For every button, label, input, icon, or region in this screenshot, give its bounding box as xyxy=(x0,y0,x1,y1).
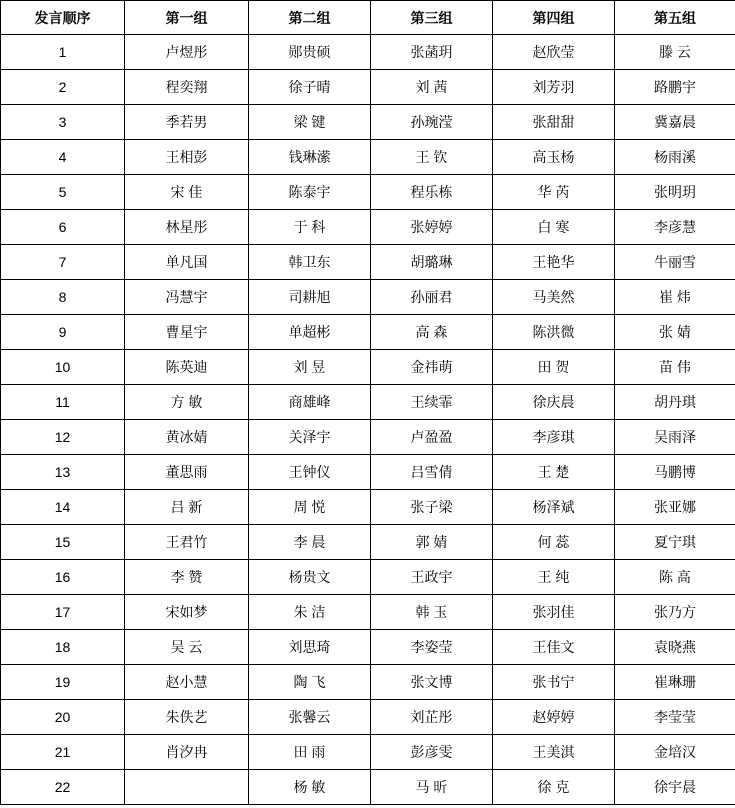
cell-name: 徐 克 xyxy=(493,770,615,805)
cell-name: 陶 飞 xyxy=(249,665,371,700)
cell-order: 1 xyxy=(1,35,125,70)
table-row xyxy=(1,175,735,210)
table-row xyxy=(1,140,735,175)
table-row xyxy=(1,315,735,350)
cell-name xyxy=(125,770,249,805)
cell-name: 单超彬 xyxy=(249,315,371,350)
cell-order: 13 xyxy=(1,455,125,490)
cell-name: 李彦琪 xyxy=(493,420,615,455)
cell-name: 肖汐冉 xyxy=(125,735,249,770)
cell-name: 刘芳羽 xyxy=(493,70,615,105)
cell-name: 刘 茜 xyxy=(371,70,493,105)
cell-order: 11 xyxy=(1,385,125,420)
table-row xyxy=(1,350,735,385)
cell-name: 陈英迪 xyxy=(125,350,249,385)
cell-name: 胡丹琪 xyxy=(615,385,735,420)
cell-name: 王 楚 xyxy=(493,455,615,490)
column-header-group-5: 第五组 xyxy=(615,1,735,35)
table-row xyxy=(1,35,735,70)
cell-name: 朱 洁 xyxy=(249,595,371,630)
table-row xyxy=(1,105,735,140)
cell-name: 徐子晴 xyxy=(249,70,371,105)
table-row xyxy=(1,385,735,420)
cell-name: 吴雨泽 xyxy=(615,420,735,455)
cell-name: 何 蕊 xyxy=(493,525,615,560)
cell-order: 9 xyxy=(1,315,125,350)
cell-name: 郭 婧 xyxy=(371,525,493,560)
cell-name: 华 芮 xyxy=(493,175,615,210)
cell-name: 程奕翔 xyxy=(125,70,249,105)
cell-name: 陈泰宇 xyxy=(249,175,371,210)
cell-order: 5 xyxy=(1,175,125,210)
cell-name: 张羽佳 xyxy=(493,595,615,630)
cell-name: 张文博 xyxy=(371,665,493,700)
cell-name: 滕 云 xyxy=(615,35,735,70)
cell-name: 崔 炜 xyxy=(615,280,735,315)
cell-name: 马鹏博 xyxy=(615,455,735,490)
cell-name: 马美然 xyxy=(493,280,615,315)
cell-name: 杨贵文 xyxy=(249,560,371,595)
cell-name: 张明玥 xyxy=(615,175,735,210)
cell-name: 宋如梦 xyxy=(125,595,249,630)
cell-name: 白 寒 xyxy=(493,210,615,245)
cell-name: 冯慧宇 xyxy=(125,280,249,315)
table-row xyxy=(1,490,735,525)
cell-name: 高玉杨 xyxy=(493,140,615,175)
cell-name: 刘思琦 xyxy=(249,630,371,665)
cell-name: 王佳文 xyxy=(493,630,615,665)
table-row xyxy=(1,455,735,490)
cell-name: 徐庆晨 xyxy=(493,385,615,420)
cell-name: 张 婧 xyxy=(615,315,735,350)
column-header-order: 发言顺序 xyxy=(1,1,125,35)
cell-name: 张乃方 xyxy=(615,595,735,630)
cell-name: 张亚娜 xyxy=(615,490,735,525)
cell-name: 金祎萌 xyxy=(371,350,493,385)
cell-name: 周 悦 xyxy=(249,490,371,525)
cell-name: 崔琳珊 xyxy=(615,665,735,700)
cell-name: 赵婷婷 xyxy=(493,700,615,735)
cell-name: 孙丽君 xyxy=(371,280,493,315)
cell-name: 刘芷彤 xyxy=(371,700,493,735)
cell-name: 孙琬滢 xyxy=(371,105,493,140)
cell-name: 李彦慧 xyxy=(615,210,735,245)
cell-name: 宋 佳 xyxy=(125,175,249,210)
cell-name: 赵小慧 xyxy=(125,665,249,700)
column-header-group-2: 第二组 xyxy=(249,1,371,35)
cell-name: 张书宁 xyxy=(493,665,615,700)
cell-name: 路鹏宇 xyxy=(615,70,735,105)
cell-order: 2 xyxy=(1,70,125,105)
cell-name: 李 晨 xyxy=(249,525,371,560)
cell-name: 苗 伟 xyxy=(615,350,735,385)
cell-order: 12 xyxy=(1,420,125,455)
column-header-group-3: 第三组 xyxy=(371,1,493,35)
cell-name: 韩 玉 xyxy=(371,595,493,630)
cell-order: 22 xyxy=(1,770,125,805)
cell-order: 7 xyxy=(1,245,125,280)
cell-order: 6 xyxy=(1,210,125,245)
cell-order: 4 xyxy=(1,140,125,175)
cell-name: 张子梁 xyxy=(371,490,493,525)
cell-order: 3 xyxy=(1,105,125,140)
cell-order: 14 xyxy=(1,490,125,525)
cell-order: 19 xyxy=(1,665,125,700)
table-row xyxy=(1,525,735,560)
cell-name: 郧贵硕 xyxy=(249,35,371,70)
cell-name: 关泽宇 xyxy=(249,420,371,455)
table-row xyxy=(1,70,735,105)
cell-name: 王君竹 xyxy=(125,525,249,560)
cell-name: 张馨云 xyxy=(249,700,371,735)
cell-name: 金培汉 xyxy=(615,735,735,770)
table-row xyxy=(1,700,735,735)
cell-order: 20 xyxy=(1,700,125,735)
cell-name: 董思雨 xyxy=(125,455,249,490)
cell-name: 高 森 xyxy=(371,315,493,350)
cell-name: 曹星宇 xyxy=(125,315,249,350)
cell-name: 王政宇 xyxy=(371,560,493,595)
cell-name: 王续霏 xyxy=(371,385,493,420)
cell-name: 卢煜彤 xyxy=(125,35,249,70)
cell-name: 钱琳潆 xyxy=(249,140,371,175)
table-row xyxy=(1,630,735,665)
cell-name: 陈洪微 xyxy=(493,315,615,350)
cell-name: 赵欣莹 xyxy=(493,35,615,70)
cell-name: 杨 敏 xyxy=(249,770,371,805)
cell-name: 司耕旭 xyxy=(249,280,371,315)
cell-name: 李 赞 xyxy=(125,560,249,595)
cell-name: 王 钦 xyxy=(371,140,493,175)
cell-name: 单凡国 xyxy=(125,245,249,280)
cell-name: 李姿莹 xyxy=(371,630,493,665)
table-row xyxy=(1,560,735,595)
cell-name: 田 贺 xyxy=(493,350,615,385)
cell-name: 杨雨溪 xyxy=(615,140,735,175)
cell-name: 李莹莹 xyxy=(615,700,735,735)
cell-name: 朱佚艺 xyxy=(125,700,249,735)
cell-name: 马 昕 xyxy=(371,770,493,805)
cell-name: 吕 新 xyxy=(125,490,249,525)
cell-name: 吕雪倩 xyxy=(371,455,493,490)
cell-order: 8 xyxy=(1,280,125,315)
table-row xyxy=(1,210,735,245)
cell-name: 徐宇晨 xyxy=(615,770,735,805)
cell-name: 胡璐琳 xyxy=(371,245,493,280)
cell-name: 袁晓燕 xyxy=(615,630,735,665)
column-header-group-1: 第一组 xyxy=(125,1,249,35)
cell-name: 王钟仪 xyxy=(249,455,371,490)
table-row xyxy=(1,420,735,455)
table-row xyxy=(1,770,735,805)
cell-name: 商雄峰 xyxy=(249,385,371,420)
cell-name: 韩卫东 xyxy=(249,245,371,280)
cell-name: 杨泽斌 xyxy=(493,490,615,525)
cell-name: 冀嘉晨 xyxy=(615,105,735,140)
table-row xyxy=(1,280,735,315)
table-row xyxy=(1,665,735,700)
cell-name: 王相彭 xyxy=(125,140,249,175)
cell-name: 张甜甜 xyxy=(493,105,615,140)
table-row xyxy=(1,735,735,770)
cell-order: 18 xyxy=(1,630,125,665)
table-row xyxy=(1,595,735,630)
cell-name: 卢盈盈 xyxy=(371,420,493,455)
cell-name: 彭彦雯 xyxy=(371,735,493,770)
cell-name: 林星彤 xyxy=(125,210,249,245)
cell-order: 17 xyxy=(1,595,125,630)
cell-order: 10 xyxy=(1,350,125,385)
cell-name: 牛丽雪 xyxy=(615,245,735,280)
cell-name: 王 纯 xyxy=(493,560,615,595)
cell-name: 张婷婷 xyxy=(371,210,493,245)
cell-name: 王艳华 xyxy=(493,245,615,280)
cell-order: 15 xyxy=(1,525,125,560)
cell-name: 田 雨 xyxy=(249,735,371,770)
cell-name: 陈 高 xyxy=(615,560,735,595)
cell-name: 于 科 xyxy=(249,210,371,245)
cell-name: 季若男 xyxy=(125,105,249,140)
column-header-group-4: 第四组 xyxy=(493,1,615,35)
cell-name: 程乐栋 xyxy=(371,175,493,210)
cell-name: 黄冰婧 xyxy=(125,420,249,455)
cell-name: 方 敏 xyxy=(125,385,249,420)
cell-name: 刘 昱 xyxy=(249,350,371,385)
cell-name: 张菡玥 xyxy=(371,35,493,70)
cell-order: 21 xyxy=(1,735,125,770)
cell-name: 夏宁琪 xyxy=(615,525,735,560)
table-row xyxy=(1,245,735,280)
cell-name: 吴 云 xyxy=(125,630,249,665)
cell-name: 梁 键 xyxy=(249,105,371,140)
table-header-row xyxy=(1,1,735,35)
cell-name: 王美淇 xyxy=(493,735,615,770)
cell-order: 16 xyxy=(1,560,125,595)
